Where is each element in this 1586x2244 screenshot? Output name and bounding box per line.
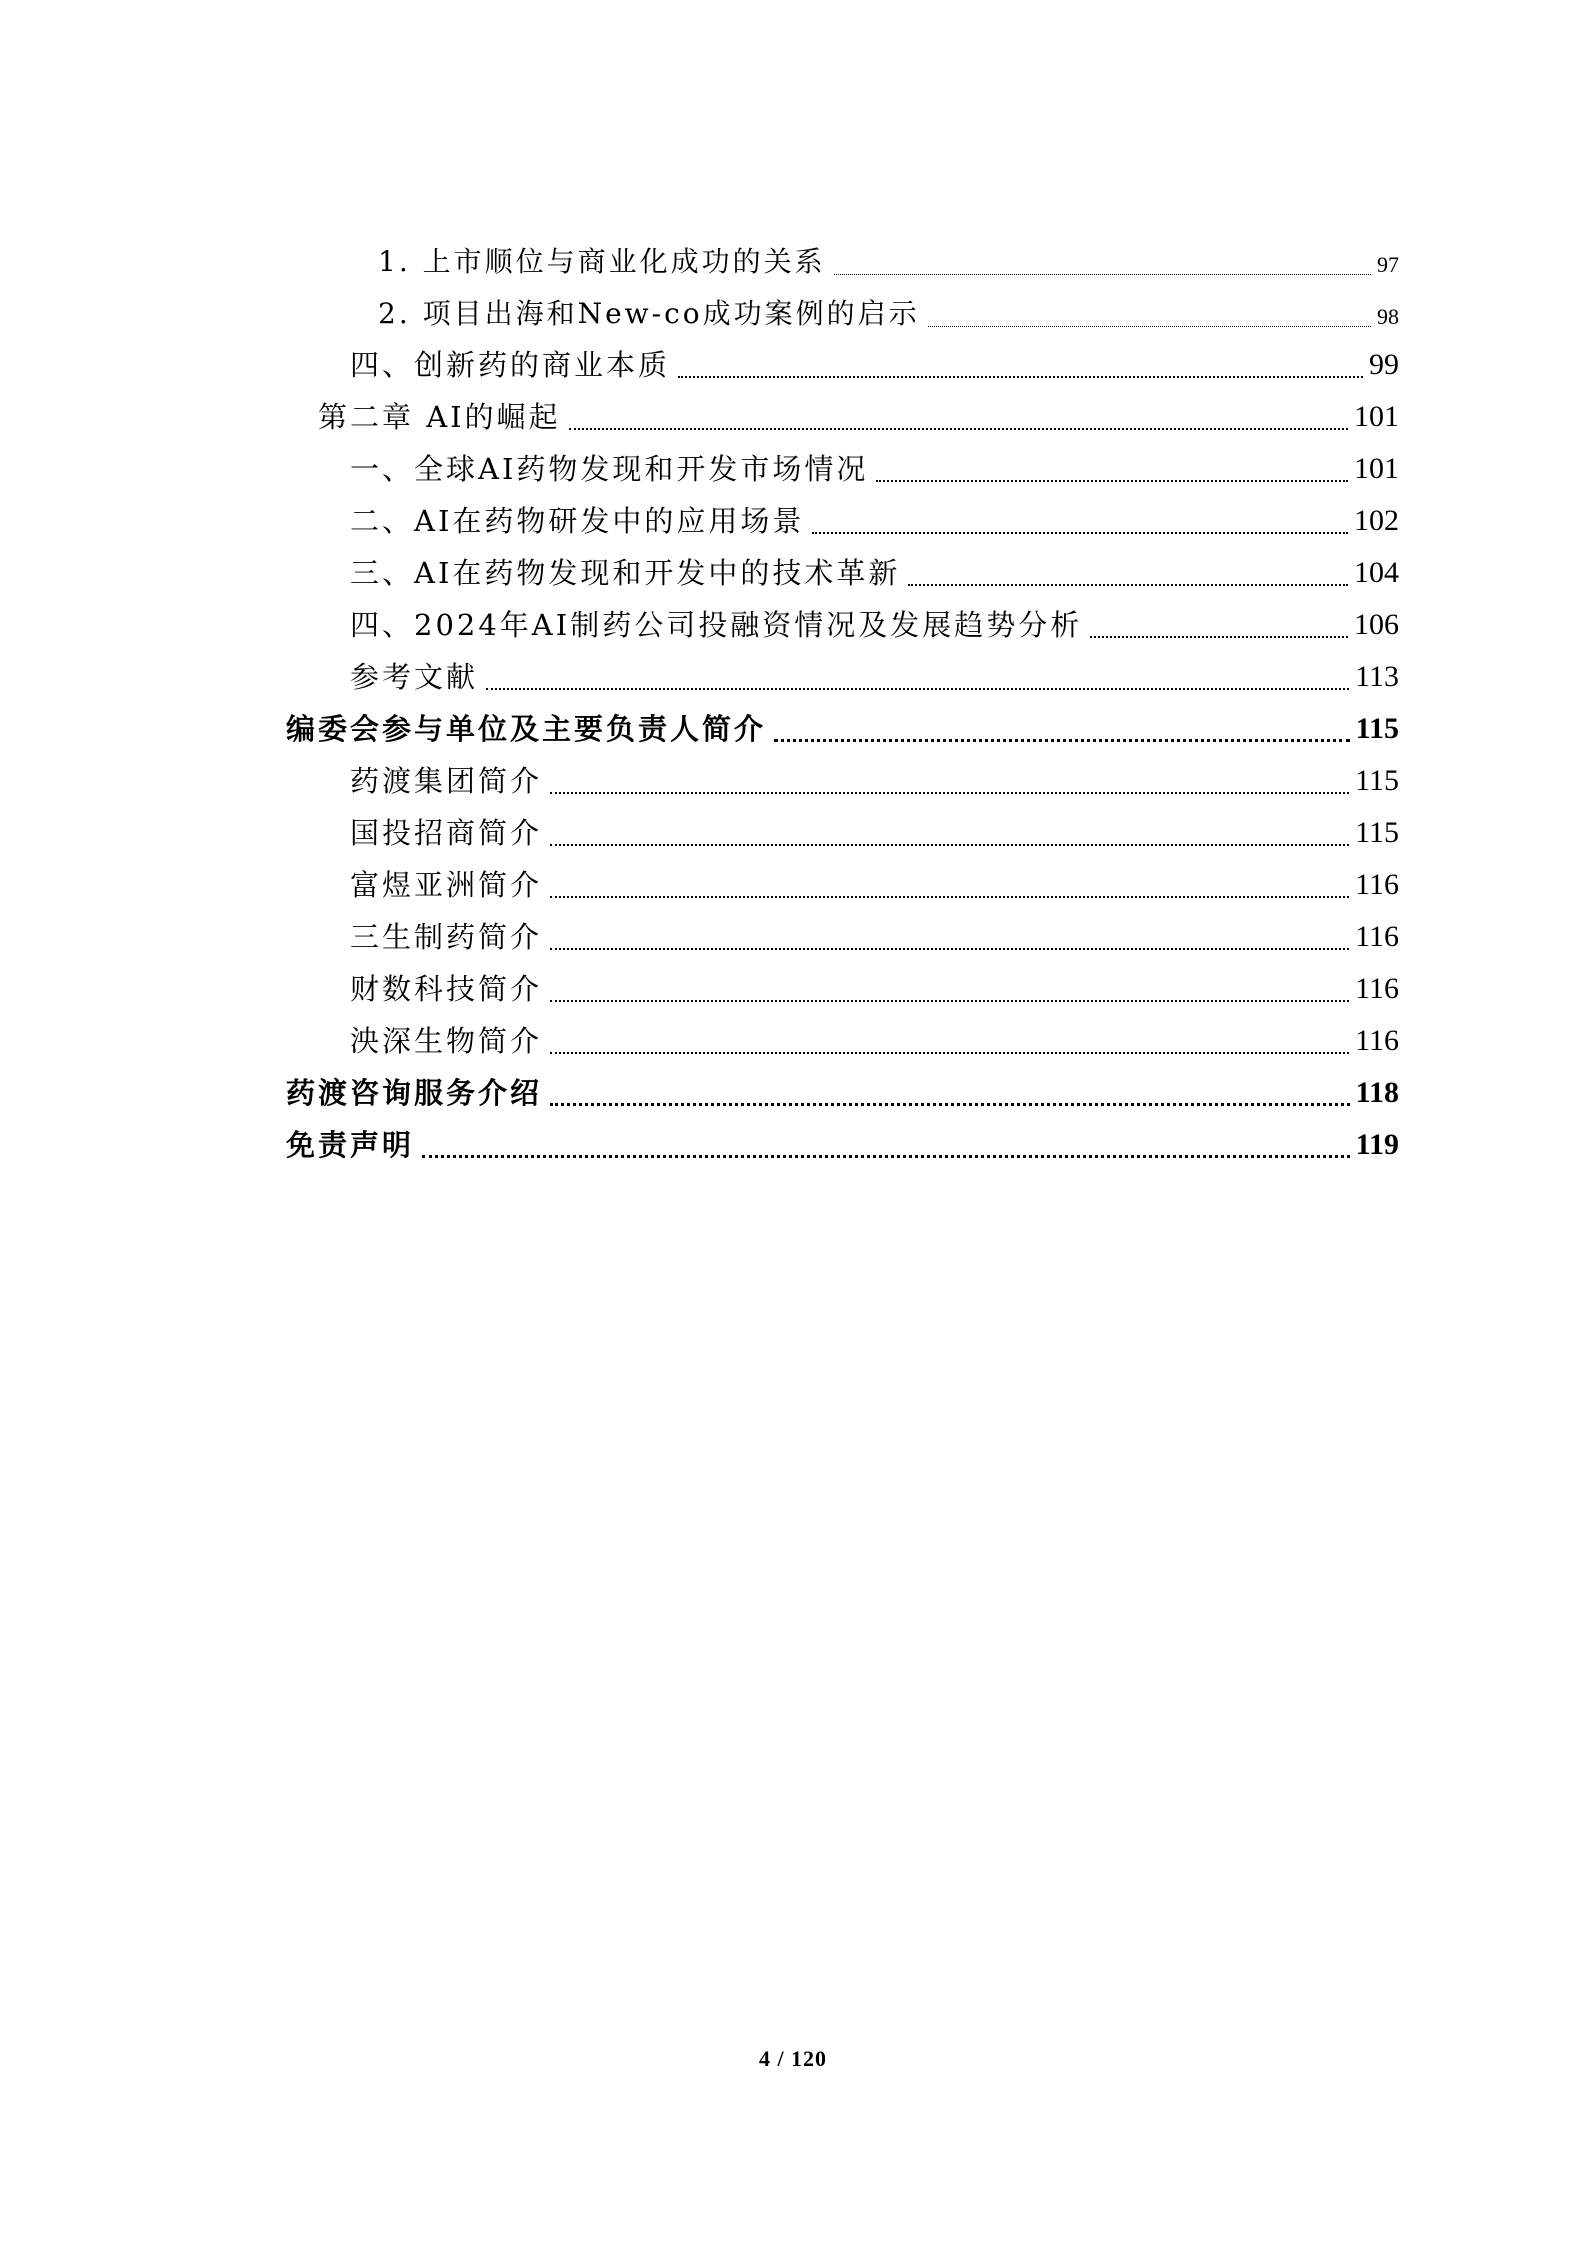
toc-leader-dots: [550, 1000, 1349, 1002]
toc-entry-title: 第二章 AI的崛起: [318, 400, 561, 434]
toc-entry-page: 115: [1355, 816, 1399, 849]
toc-entry-page: 101: [1354, 400, 1399, 433]
toc-leader-dots: [550, 844, 1349, 846]
toc-entry[interactable]: [286, 1070, 1399, 1114]
toc-entry-title: 四、创新药的商业本质: [350, 348, 671, 382]
toc-entry-page: 115: [1355, 712, 1399, 745]
toc-leader-dots: [928, 326, 1371, 327]
toc-entry[interactable]: [350, 446, 1399, 490]
toc-entry-page: 115: [1355, 764, 1399, 797]
toc-entry-page: 116: [1355, 972, 1399, 1005]
toc-entry-title: 三、AI在药物发现和开发中的技术革新: [350, 556, 901, 590]
toc-entry-title: 参考文献: [350, 660, 479, 694]
toc-entry[interactable]: [378, 238, 1399, 282]
toc-entry-title: 四、2024年AI制药公司投融资情况及发展趋势分析: [350, 608, 1083, 642]
toc-entry[interactable]: [378, 290, 1399, 334]
toc-entry-page: 102: [1354, 504, 1399, 537]
toc-entry-title: 国投招商简介: [350, 816, 543, 850]
toc-leader-dots: [550, 896, 1349, 898]
toc-leader-dots: [876, 480, 1348, 482]
toc-entry-title: 一、全球AI药物发现和开发市场情况: [350, 452, 869, 486]
toc-leader-dots: [1090, 636, 1348, 638]
toc-leader-dots: [550, 1103, 1350, 1106]
toc-entry[interactable]: [350, 654, 1399, 698]
toc-entry-title: 编委会参与单位及主要负责人简介: [286, 712, 767, 746]
toc-leader-dots: [774, 739, 1350, 742]
toc-entry-page: 116: [1355, 920, 1399, 953]
toc-entry[interactable]: [350, 342, 1399, 386]
toc-entry-page: 116: [1355, 868, 1399, 901]
toc-entry-page: 116: [1355, 1024, 1399, 1057]
toc-entry-title: 免责声明: [286, 1128, 415, 1162]
toc-entry[interactable]: [350, 758, 1399, 802]
toc-entry[interactable]: [286, 1122, 1399, 1166]
toc-entry-title: 财数科技简介: [350, 972, 543, 1006]
toc-entry-page: 106: [1354, 608, 1399, 641]
toc-entry-title: 三生制药简介: [350, 920, 543, 954]
toc-leader-dots: [834, 274, 1371, 275]
toc-leader-dots: [422, 1155, 1350, 1158]
toc-entry-page: 97: [1377, 252, 1399, 277]
toc-entry-title: 药渡咨询服务介绍: [286, 1076, 543, 1110]
toc-entry-title: 二、AI在药物研发中的应用场景: [350, 504, 805, 538]
toc-entry-title: 药渡集团简介: [350, 764, 543, 798]
toc-entry-page: 101: [1354, 452, 1399, 485]
toc-entry[interactable]: [286, 706, 1399, 750]
toc-leader-dots: [550, 948, 1349, 950]
toc-entry-title: 富煜亚洲简介: [350, 868, 543, 902]
toc-leader-dots: [569, 428, 1348, 430]
toc-leader-dots: [486, 688, 1349, 690]
page-number-footer: 4 / 120: [758, 2046, 828, 2071]
toc-entry[interactable]: [350, 550, 1399, 594]
toc-leader-dots: [550, 792, 1349, 794]
toc-entry-page: 104: [1354, 556, 1399, 589]
toc-leader-dots: [812, 532, 1348, 534]
toc-entry[interactable]: [318, 394, 1399, 438]
toc-entry-title: 1. 上市顺位与商业化成功的关系: [378, 245, 826, 278]
toc-leader-dots: [908, 584, 1348, 586]
toc-entry-title: 2. 项目出海和New-co成功案例的启示: [378, 297, 920, 330]
toc-entry-page: 118: [1355, 1076, 1399, 1109]
toc-entry[interactable]: [350, 810, 1399, 854]
toc-leader-dots: [678, 376, 1363, 378]
toc-entry[interactable]: [350, 914, 1399, 958]
toc-entry-page: 99: [1369, 348, 1399, 381]
toc-entry[interactable]: [350, 498, 1399, 542]
toc-entry[interactable]: [350, 1018, 1399, 1062]
toc-entry[interactable]: [350, 966, 1399, 1010]
toc-entry-page: 98: [1377, 304, 1399, 329]
toc-entry-page: 119: [1355, 1128, 1399, 1161]
toc-entry[interactable]: [350, 602, 1399, 646]
toc-entry-title: 泱深生物简介: [350, 1024, 543, 1058]
toc-entry[interactable]: [350, 862, 1399, 906]
toc-entry-page: 113: [1355, 660, 1399, 693]
toc-leader-dots: [550, 1052, 1349, 1054]
